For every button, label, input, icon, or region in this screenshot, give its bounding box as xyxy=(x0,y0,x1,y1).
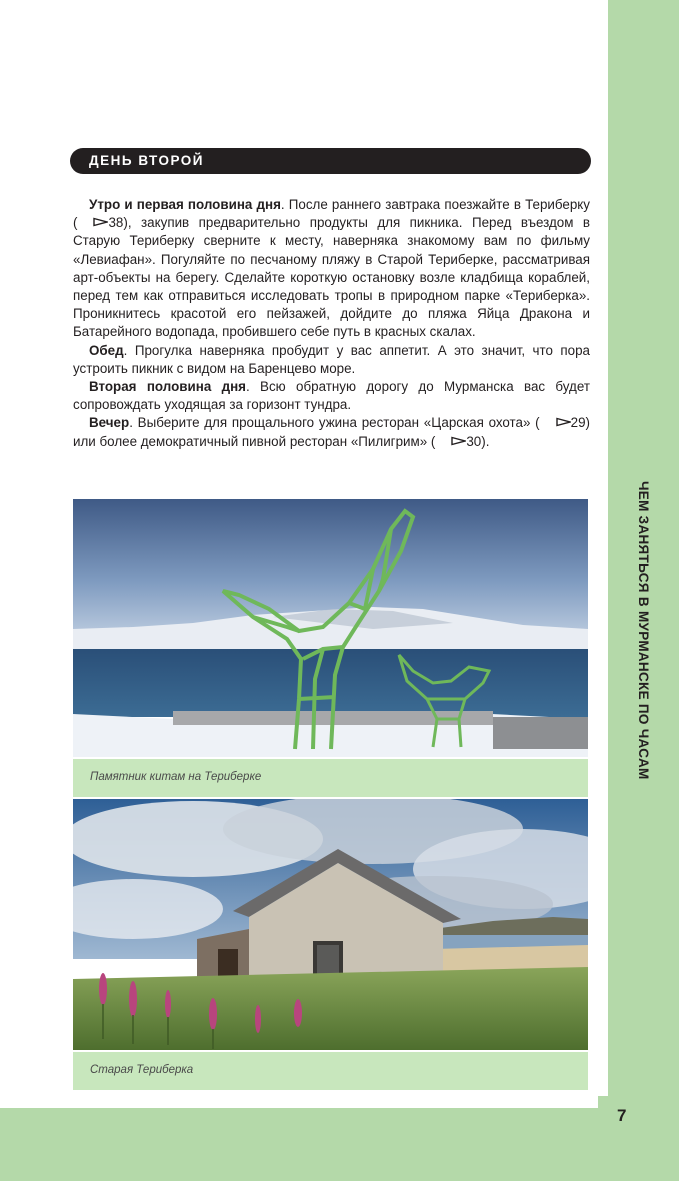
page-ref-arrow-icon xyxy=(77,214,108,232)
photo-old-teriberka xyxy=(73,799,588,1050)
photo-caption xyxy=(73,1052,588,1090)
paragraph-evening: Вечер. Выберите для прощального ужина ресторан «Царская охота» ( 29) или более демократичный пивной ресторан «Пилигрим» ( 30). xyxy=(73,414,590,450)
photo-caption-text: Памятник китам на Териберке xyxy=(90,771,262,783)
paragraph-morning: Утро и первая половина дня. После раннего завтрака поезжайте в Териберку ( 38), закупив предварительно продукты для пикника. Перед въездом в Старую Териберку сверните к месту, наверняка знакомому вам по фильму «Левиафан». Погуляйте по песчаному пляжу в Старой Териберке, рассматривая арт-объекты на берегу. Сделайте короткую остановку возле кладбища кораблей, перед тем как отправиться исследовать тропы в природном парке «Териберка». Проникнитесь красотой его пейзажей, дойдите до пляжа Яйца Дракона и Батарейного водопада, пробившего себе путь в красных скалах. xyxy=(73,197,590,340)
page-ref-arrow-icon xyxy=(435,433,466,451)
page-ref-arrow-icon xyxy=(540,414,571,432)
page-number: 7 xyxy=(617,1106,627,1125)
paragraph-lunch: Обед. Прогулка наверняка пробудит у вас аппетит. А это значит, что пора устроить пикник с видом на Баренцево море. xyxy=(73,342,590,376)
bottom-band xyxy=(0,1108,598,1181)
day-heading-bar xyxy=(70,148,591,174)
paragraph-lead: Утро и первая половина дня xyxy=(89,197,281,212)
photo-whale-monument xyxy=(73,499,588,757)
photo-caption-text: Старая Териберка xyxy=(90,1064,194,1076)
itinerary-text xyxy=(73,196,590,451)
page-ref[interactable]: 29 xyxy=(570,415,586,431)
section-title-text: ЧЕМ ЗАНЯТЬСЯ В МУРМАНСКЕ ПО ЧАСАМ xyxy=(636,480,651,780)
day-heading: ДЕНЬ ВТОРОЙ xyxy=(89,153,205,168)
page-ref[interactable]: 30 xyxy=(466,433,482,449)
paragraph-lead: Вечер xyxy=(89,415,130,431)
paragraph-afternoon: Вторая половина дня. Всю обратную дорогу до Мурманска вас будет сопровождать уходящая за горизонт тундра. xyxy=(73,379,590,413)
paragraph-lead: Обед xyxy=(89,342,124,358)
page-number-box xyxy=(598,1096,679,1181)
paragraph-lead: Вторая половина дня xyxy=(89,379,246,395)
section-title xyxy=(608,460,679,800)
page-ref[interactable]: 38 xyxy=(108,215,124,231)
photo-caption xyxy=(73,759,588,797)
